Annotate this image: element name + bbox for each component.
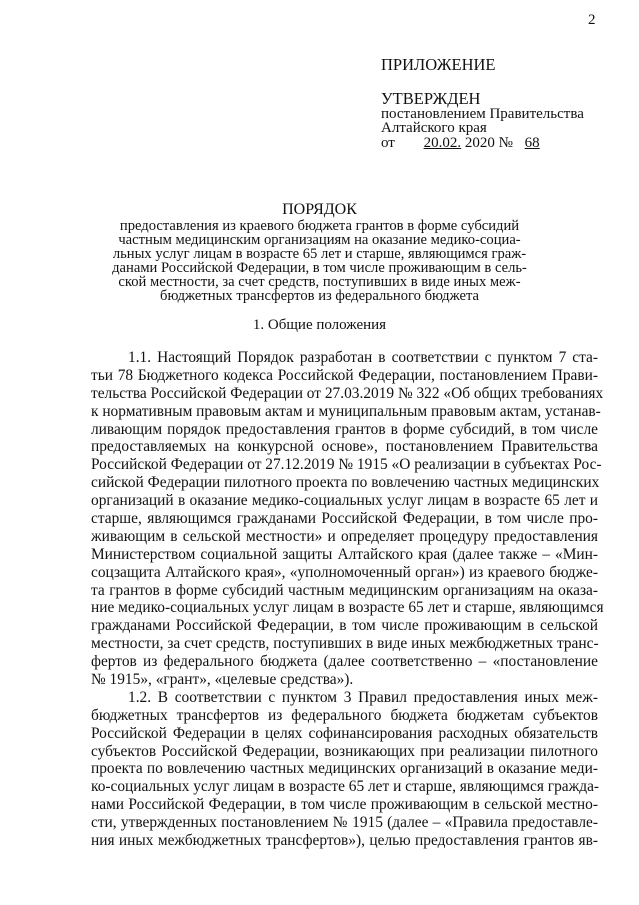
body-line: ко-социальных услуг лицам в возрасте 65 лет и старше, являющимся гражда- [91, 778, 600, 796]
body-line: организаций в оказание медико-социальных услуг лицам в возрасте 65 лет и [91, 492, 598, 510]
body-line: та грантов в форме субсидий частным медицинским организациям на оказа- [91, 581, 598, 599]
subtitle-line: частным медицинским организациям на оказание медико-социа- [118, 232, 521, 248]
body-line: 1.2. В соответствии с пунктом 3 Правил предоставления иных меж- [128, 688, 598, 706]
approval-number: 68 [524, 135, 540, 151]
body-line: Российской Федерации в целях софинансирования расходных обязательств [91, 724, 598, 742]
body-text [91, 349, 604, 850]
body-line: тьи 78 Бюджетного кодекса Российской Федерации, постановлением Прави- [91, 366, 598, 384]
page-number: 2 [588, 12, 596, 28]
body-line: старше, являющимся гражданами Российской Федерации, в том числе про- [91, 510, 598, 528]
body-line: Министерством социальной защиты Алтайского края (далее также – «Мин- [91, 545, 598, 563]
approval-date: 20.02. [423, 135, 462, 151]
subtitle-line: предоставления из краевого бюджета грантов в форме субсидий [119, 218, 520, 234]
body-line: ливающим порядок предоставления грантов в форме субсидий, в том числе [91, 420, 598, 438]
subtitle-line: бюджетных трансфертов из федерального бюджета [160, 288, 479, 304]
body-line: тельства Российской Федерации от 27.03.2019 № 322 «Об общих требованиях [91, 384, 604, 402]
date-prefix: от [381, 135, 395, 151]
body-line: живающим в сельской местности» и определяет процедуру предоставления [91, 527, 598, 545]
section-heading: 1. Общие положения [252, 317, 387, 333]
approved-label: УТВЕРЖДЕН [381, 89, 481, 108]
body-line: сийской Федерации пилотного проекта по вовлечению частных медицинских [91, 474, 600, 492]
appendix-label: ПРИЛОЖЕНИЕ [381, 55, 496, 74]
subtitle-line: данами Российской Федерации, в том числе проживающим в сель- [112, 260, 527, 276]
body-line: фертов из федерального бюджета (далее соответственно – «постановление [91, 653, 598, 671]
subtitle-line: ской местности, за счет средств, поступивших в виде иных меж- [118, 274, 521, 290]
body-line: ния иных межбюджетных трансфертов»), целью предоставления грантов яв- [91, 832, 598, 850]
approved-by-line1: постановлением Правительства [381, 106, 584, 122]
body-line: проекта по вовлечению частных медицинских организаций в оказание меди- [91, 760, 598, 778]
body-line: бюджетных трансфертов из федерального бюджета бюджетам субъектов [91, 706, 598, 724]
approved-by-line2: Алтайского края [381, 120, 487, 136]
body-line: местности, за счет средств, поступивших в виде иных межбюджетных транс- [91, 635, 599, 653]
body-line: предоставляемых на конкурсной основе», постановлением Правительства [91, 438, 598, 456]
body-line: нами Российской Федерации, в том числе проживающим в сельской местно- [91, 796, 598, 814]
subtitle-line: льных услуг лицам в возрасте 65 лет и старше, являющимся граж- [112, 246, 527, 262]
body-line: соцзащита Алтайского края», «уполномоченный орган») из краевого бюдже- [91, 563, 598, 581]
body-line: сти, утвержденных постановлением № 1915 (далее – «Правила предоставле- [91, 814, 598, 832]
approval-date-line [381, 136, 560, 151]
body-line: Российской Федерации от 27.12.2019 № 1915 «О реализации в субъектах Рос- [91, 456, 602, 474]
body-line: ние медико-социальных услуг лицам в возрасте 65 лет и старше, являющимся [91, 599, 604, 617]
approval-year: 2020 № [464, 135, 513, 151]
body-line: к нормативным правовым актам и муниципальным правовым актам, устанав- [91, 402, 601, 420]
body-line: 1.1. Настоящий Порядок разработан в соответствии с пунктом 7 ста- [128, 349, 598, 366]
body-line: субъектов Российской Федерации, возникающих при реализации пилотного [91, 742, 598, 760]
body-line: гражданами Российской Федерации, в том числе проживающим в сельской [91, 617, 598, 635]
document-title: ПОРЯДОК [282, 201, 357, 218]
body-line: № 1915», «грант», «целевые средства»). [91, 671, 354, 689]
